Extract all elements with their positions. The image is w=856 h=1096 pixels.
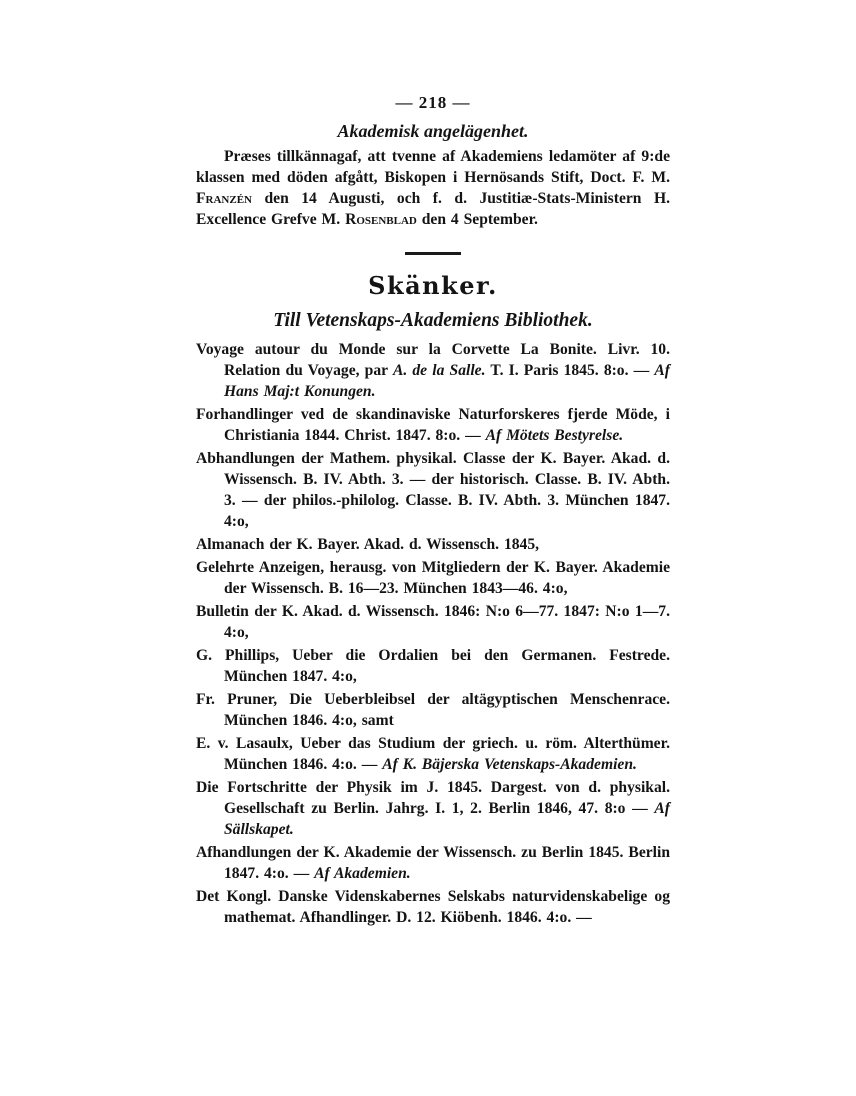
section-divider bbox=[405, 252, 461, 255]
donation-entry: Fr. Pruner, Die Ueberbleibsel der altägyptischen Menschenrace. München 1846. 4:o, samt bbox=[196, 691, 670, 729]
donor-credit: Af Hans Maj:t Konungen. bbox=[224, 362, 670, 400]
announcement-text-1: Præses tillkännagaf, att tvenne af Akademiens ledamöter af 9:de klassen med döden afgått, Biskopen i Hernösands Stift, Doct. F. M. bbox=[196, 148, 670, 186]
sub-heading: Till Vetenskaps-Akademiens Bibliothek. bbox=[273, 310, 593, 331]
main-heading: Skänker. bbox=[368, 271, 498, 300]
donation-entry: E. v. Lasaulx, Ueber das Studium der griech. u. röm. Alterthümer. München 1846. 4:o. — Af K. Bäjerska Vetenskaps-Akademien. bbox=[196, 735, 670, 773]
donation-entry: Abhandlungen der Mathem. physikal. Classe der K. Bayer. Akad. d. Wissensch. B. IV. Abth. 3. — der historisch. Classe. B. IV. Abth. 3. — der philos.-philolog. Classe. B. IV. Abth. 3. München 1847. 4:o, bbox=[196, 450, 670, 530]
person-name-rosenblad: Rosenblad bbox=[345, 211, 417, 228]
announcement-paragraph bbox=[196, 146, 670, 230]
donation-entry: Die Fortschritte der Physik im J. 1845. Dargest. von d. physikal. Gesellschaft zu Berlin. Jahrg. I. 1, 2. Berlin 1846, 47. 8:o — Af Sällskapet. bbox=[196, 779, 670, 838]
donation-entry: Forhandlinger ved de skandinaviske Naturforskeres fjerde Möde, i Christiania 1844. Christ. 1847. 8:o. — Af Mötets Bestyrelse. bbox=[196, 406, 670, 444]
donor-credit: Af K. Bäjerska Vetenskaps-Akademien. bbox=[382, 756, 637, 773]
donation-entry: Det Kongl. Danske Videnskabernes Selskabs naturvidenskabelige og mathemat. Afhandlinger. D. 12. Kiöbenh. 1846. 4:o. — bbox=[196, 888, 670, 926]
donation-entry: Afhandlungen der K. Akademie der Wissensch. zu Berlin 1845. Berlin 1847. 4:o. — Af Akademien. bbox=[196, 844, 670, 882]
announcement-text-3: den 4 September. bbox=[416, 211, 538, 228]
donation-entry: Almanach der K. Bayer. Akad. d. Wissensch. 1845, bbox=[196, 536, 540, 553]
donation-entry: Voyage autour du Monde sur la Corvette La Bonite. Livr. 10. Relation du Voyage, par A. de la Salle. T. I. Paris 1845. 8:o. — Af Hans Maj:t Konungen. bbox=[196, 341, 670, 400]
donation-entry: Gelehrte Anzeigen, herausg. von Mitgliedern der K. Bayer. Akademie der Wissensch. B. 16—23. München 1843—46. 4:o, bbox=[196, 559, 670, 597]
section-heading: Akademisk angelägenhet. bbox=[337, 121, 529, 141]
person-name-franzen: Franzén bbox=[196, 190, 252, 207]
donor-credit: Af Sällskapet. bbox=[224, 800, 670, 838]
page-content bbox=[196, 92, 670, 930]
donation-entry: Bulletin der K. Akad. d. Wissensch. 1846: N:o 6—77. 1847: N:o 1—7. 4:o, bbox=[196, 603, 670, 641]
donation-entry: G. Phillips, Ueber die Ordalien bei den Germanen. Festrede. München 1847. 4:o, bbox=[196, 647, 670, 685]
donor-credit: Af Akademien. bbox=[314, 865, 411, 882]
announcement-text-2: den 14 Augusti, och f. d. Justitiæ-Stats-Ministern H. Excellence Grefve M. bbox=[196, 190, 670, 228]
donation-list bbox=[196, 339, 670, 928]
donor-credit: Af Mötets Bestyrelse. bbox=[485, 427, 624, 444]
page-number: — 218 — bbox=[395, 93, 471, 112]
